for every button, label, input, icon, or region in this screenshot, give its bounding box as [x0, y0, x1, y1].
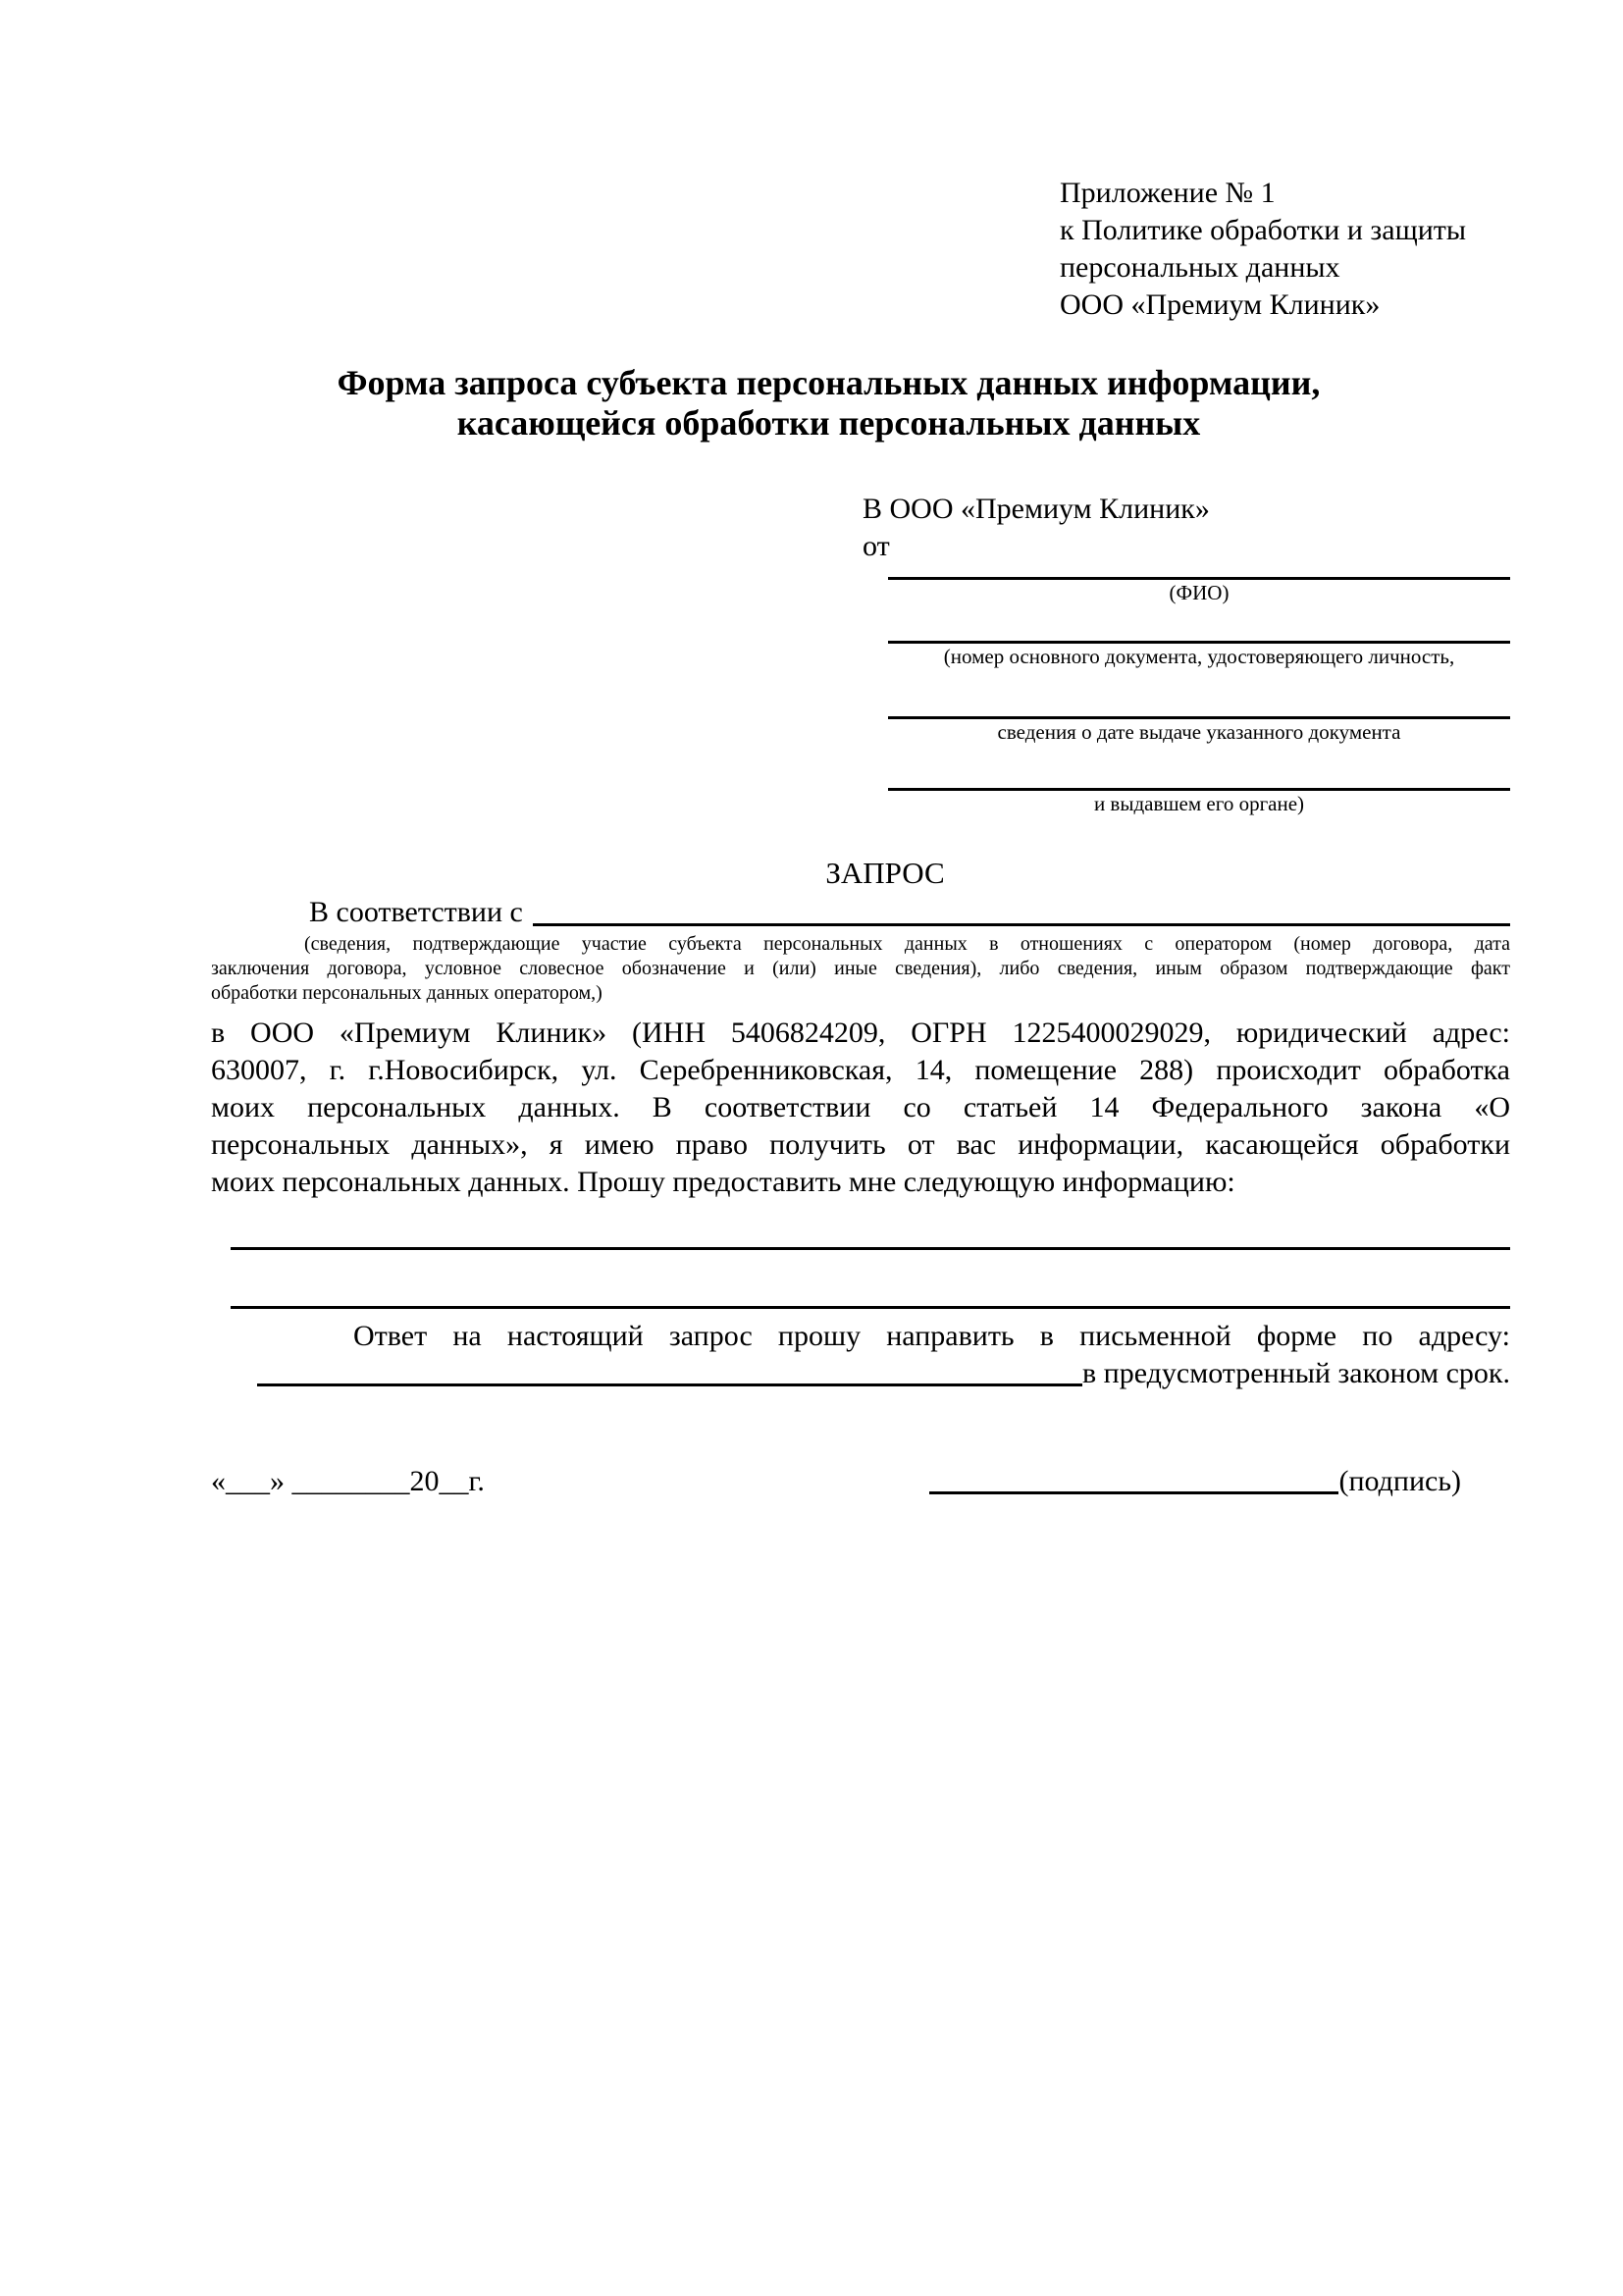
reply-tail: в предусмотренный законом срок. [1082, 1357, 1510, 1389]
body-line: в ООО «Премиум Клиник» (ИНН 5406824209, ОГРН 1225400029029, юридический адрес: [211, 1017, 1510, 1049]
requested-info-blank-line-2 [231, 1250, 1510, 1309]
accordance-lead: В соответствии с [309, 896, 523, 928]
accordance-row [211, 893, 1510, 932]
reply-paragraph-line: Ответ на настоящий запрос прошу направить в письменной форме по адресу: [353, 1320, 1510, 1352]
issue-date-caption: сведения о дате выдаче указанного документа [997, 720, 1401, 744]
body-paragraph [211, 1015, 1510, 1201]
annex-block [1060, 175, 1510, 324]
requested-info-blank-line-1 [231, 1201, 1510, 1250]
body-line: 630007, г. г.Новосибирск, ул. Серебренниковская, 14, помещение 288) происходит обработка [211, 1054, 1510, 1086]
addressee-block [863, 491, 1510, 816]
fio-caption: (ФИО) [1169, 581, 1230, 604]
issue-date-field [863, 669, 1510, 745]
addressee-to: В ООО «Премиум Клиник» [863, 493, 1210, 525]
form-title-line: Форма запроса субъекта персональных данных информации, [337, 363, 1321, 402]
signature-caption: (подпись) [1338, 1465, 1461, 1497]
accordance-blank-line [533, 922, 1510, 926]
issuing-authority-blank-line [888, 745, 1510, 791]
signature-row [211, 1463, 1510, 1500]
annex-line: персональных данных [1060, 251, 1340, 284]
form-title-line: касающейся обработки персональных данных [456, 403, 1201, 443]
signature-blank-line [929, 1490, 1338, 1494]
identity-document-blank-line [888, 605, 1510, 644]
note-line: обработки персональных данных оператором,) [211, 982, 602, 1004]
note-line: заключения договора, условное словесное обозначение и (или) иные сведения), либо сведения, иным образом подтверждающие факт [211, 958, 1510, 979]
addressee-from-label: от [863, 530, 890, 562]
address-blank-line [257, 1383, 1082, 1386]
body-line: персональных данных», я имею право получить от вас информации, касающейся обработки [211, 1128, 1510, 1161]
body-line: моих персональных данных. В соответствии со статьей 14 Федерального закона «О [211, 1091, 1510, 1123]
issuing-authority-field [863, 745, 1510, 816]
annex-line: Приложение № 1 [1060, 177, 1276, 209]
note-paragraph [211, 932, 1510, 1006]
identity-document-caption: (номер основного документа, удостоверяющего личность, [943, 645, 1455, 668]
date-line: «___» ________20__г. [211, 1465, 485, 1497]
reply-address-row [211, 1355, 1510, 1392]
issue-date-blank-line [888, 669, 1510, 719]
fio-field [863, 565, 1510, 605]
identity-document-field [863, 605, 1510, 669]
issuing-authority-caption: и выдавшем его органе) [1093, 792, 1305, 815]
request-heading: ЗАПРОС [825, 856, 945, 890]
body-line: моих персональных данных. Прошу предоставить мне следующую информацию: [211, 1166, 1235, 1198]
fio-blank-line [888, 565, 1510, 580]
note-line: (сведения, подтверждающие участие субъекта персональных данных в отношениях с оператором (номер договора, дата [304, 933, 1510, 955]
annex-line: ООО «Премиум Клиник» [1060, 288, 1381, 321]
signature-group [929, 1463, 1461, 1500]
form-title [211, 363, 1510, 444]
annex-line: к Политике обработки и защиты [1060, 214, 1467, 246]
